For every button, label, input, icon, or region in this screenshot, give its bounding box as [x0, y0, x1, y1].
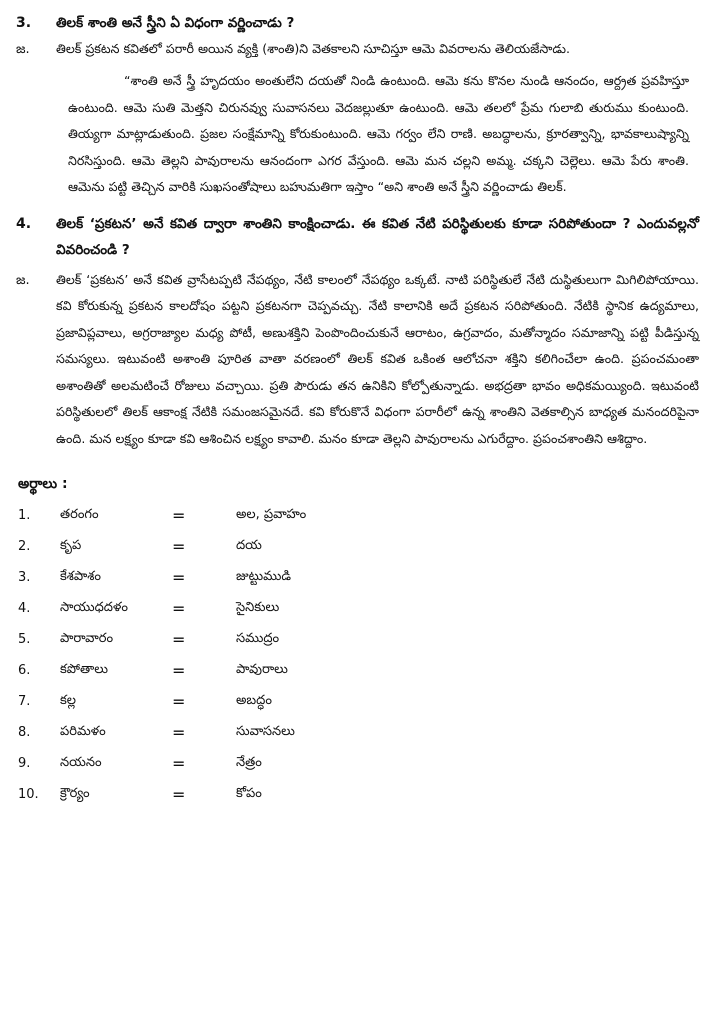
item-number: 2. [18, 539, 31, 554]
item-meaning: అబద్ధం [236, 692, 272, 708]
item-word: సాయుధదళం [60, 599, 128, 615]
answer-intro: తిలక్ ప్రకటన కవితలో పరారీ అయిన వ్యక్తి (శాంతి)ని వెతకాలని సూచిస్తూ ఆమె వివరాలను తెలియజేసాడు. [56, 41, 571, 56]
answer-label: జ. [16, 42, 30, 57]
meanings-list [18, 500, 699, 810]
item-number: 1. [18, 508, 31, 523]
item-word: కేశపాశం [60, 568, 101, 584]
answer-label: జ. [16, 272, 30, 288]
list-item [18, 500, 699, 531]
item-number: 4. [18, 601, 31, 616]
meanings-title: అర్థాలు : [18, 476, 68, 492]
list-item [18, 562, 699, 593]
item-word: పారావారం [60, 630, 114, 646]
item-meaning: జుట్టుముడి [236, 568, 291, 584]
answer-text: తిలక్ ‘ప్రకటన’ అనే కవిత వ్రాసేటప్పటి నేపథ్యం, నేటి కాలంలో నేపథ్యం ఒక్కటే. నాటి పరిస్థితులే నేటి దుస్థితులుగా మిగిలిపోయాయి. కవి కోరుకున్న ప్రకటన కాలదోషం పట్టని ప్రకటనగా చెప్పవచ్చు. నేటి కాలానికి అదే ప్రకటన సరిపోతుంది. నేటికి స్థానిక ఉద్యమాలు, ప్రజావిప్లవాలు, అగ్రరాజ్యాల మధ్య పోటీ, అణుశక్తిని పెంపొందించుకునే ఆరాటం, ఉగ్రవాదం, మతోన్మాదం సమాజాన్ని పట్టి పీడిస్తున్న సమస్యలు. ఇటువంటి అశాంతి పూరిత వాతా వరణంలో తిలక్ కవిత ఒకింత ఆలోచనా శక్తిని కలిగించేలా ఉంది. ప్రపంచమంతా అశాంతితో అలమటించే రోజులు వచ్చాయి. ప్రతి పౌరుడు తన ఉనికిని కోల్పోతున్నాడు. అభద్రతా భావం అధికమయ్యింది. ఇటువంటి పరిస్థితులలో తిలక్ ఆకాంక్ష నేటికి సమంజసమైనదే. కవి కోరుకొనే విధంగా పరారీలో ఉన్న శాంతిని వెతకాల్సిన బాధ్యత మనందరిపైనా ఉంది. మన లక్ష్యం కూడా కవి ఆశించిన లక్ష్యం కావాలి. మనం కూడా తెల్లని పావురాలను ఎగురేద్దాం. ప్రపంచశాంతిని ఆశిద్దాం. [56, 271, 699, 446]
equals-sign: = [172, 785, 186, 804]
item-meaning: సైనికులు [236, 599, 280, 615]
equals-sign: = [172, 754, 186, 773]
equals-sign: = [172, 661, 186, 680]
equals-sign: = [172, 568, 186, 587]
question-number: 3. [16, 15, 32, 31]
question-text: తిలక్ ‘ప్రకటన’ అనే కవిత ద్వారా శాంతిని కాంక్షించాడు. ఈ కవిత నేటి పరిస్థితులకు కూడా సరిపోతుందా ? ఎందువల్లనో వివరించండి ? [56, 215, 699, 258]
item-word: కపోతాలు [60, 661, 108, 677]
list-item [18, 593, 699, 624]
item-word: నయనం [60, 754, 102, 770]
equals-sign: = [172, 599, 186, 618]
list-item [18, 624, 699, 655]
question-3 [12, 10, 699, 36]
list-item [18, 779, 699, 810]
item-number: 9. [18, 756, 31, 771]
answer-4 [12, 267, 699, 453]
item-meaning: పావురాలు [236, 661, 288, 677]
item-meaning: సువాసనలు [236, 723, 295, 739]
item-word: కల్ల [60, 692, 77, 708]
item-number: 3. [18, 570, 31, 585]
list-item [18, 717, 699, 748]
equals-sign: = [172, 692, 186, 711]
item-meaning: అల, ప్రవాహం [236, 506, 307, 522]
answer-quote: “శాంతి అనే స్త్రీ హృదయం అంతులేని దయతో నిండి ఉంటుంది. ఆమె కను కొనల నుండి ఆనందం, ఆర్ద్రత ప్రవహిస్తూ ఉంటుంది. ఆమె సుతి మెత్తని చిరునవ్వు సువాసనలు వెదజల్లుతూ ఉంటుంది. ఆమె తలలో ప్రేమ గులాబి తురుము కుంటుంది. తియ్యగా మాట్లాడుతుంది. ప్రజల సంక్షేమాన్ని కోరుకుంటుంది. ఆమె గర్వం లేని రాణి. అబద్ధాలను, క్రూరత్వాన్ని, భావకాలుష్యాన్ని నిరసిస్తుంది. ఆమె తెల్లని పావురాలను ఆనందంగా ఎగర వేస్తుంది. ఆమె మన చల్లని అమ్మ. చక్కని చెల్లెలు. ఆమె పేరు శాంతి. ఆమెను పట్టి తెచ్చిన వారికి సుఖసంతోషాలు బహుమతిగా ఇస్తాం “అని శాంతి అనే స్త్రీని వర్ణించాడు తిలక్. [68, 73, 689, 194]
item-number: 8. [18, 725, 31, 740]
question-text: తిలక్ శాంతి అనే స్త్రీని ఏ విధంగా వర్ణించాడు ? [56, 15, 295, 31]
list-item [18, 655, 699, 686]
list-item [18, 748, 699, 779]
item-number: 5. [18, 632, 31, 647]
answer-3 [12, 36, 699, 64]
item-meaning: సముద్రం [236, 630, 280, 646]
item-word: తరంగం [60, 506, 99, 522]
question-number: 4. [16, 215, 32, 232]
item-meaning: నేత్రం [236, 754, 262, 770]
item-word: కృప [60, 537, 82, 553]
list-item [18, 686, 699, 717]
item-word: క్రౌర్యం [60, 785, 90, 801]
equals-sign: = [172, 630, 186, 649]
list-item [18, 531, 699, 562]
item-number: 7. [18, 694, 31, 709]
equals-sign: = [172, 506, 186, 525]
item-meaning: కోపం [236, 785, 262, 801]
item-word: పరిమళం [60, 723, 106, 739]
question-4 [12, 211, 699, 263]
item-meaning: దయ [236, 537, 262, 553]
item-number: 6. [18, 663, 31, 678]
item-number: 10. [18, 787, 39, 802]
equals-sign: = [172, 723, 186, 742]
equals-sign: = [172, 537, 186, 556]
